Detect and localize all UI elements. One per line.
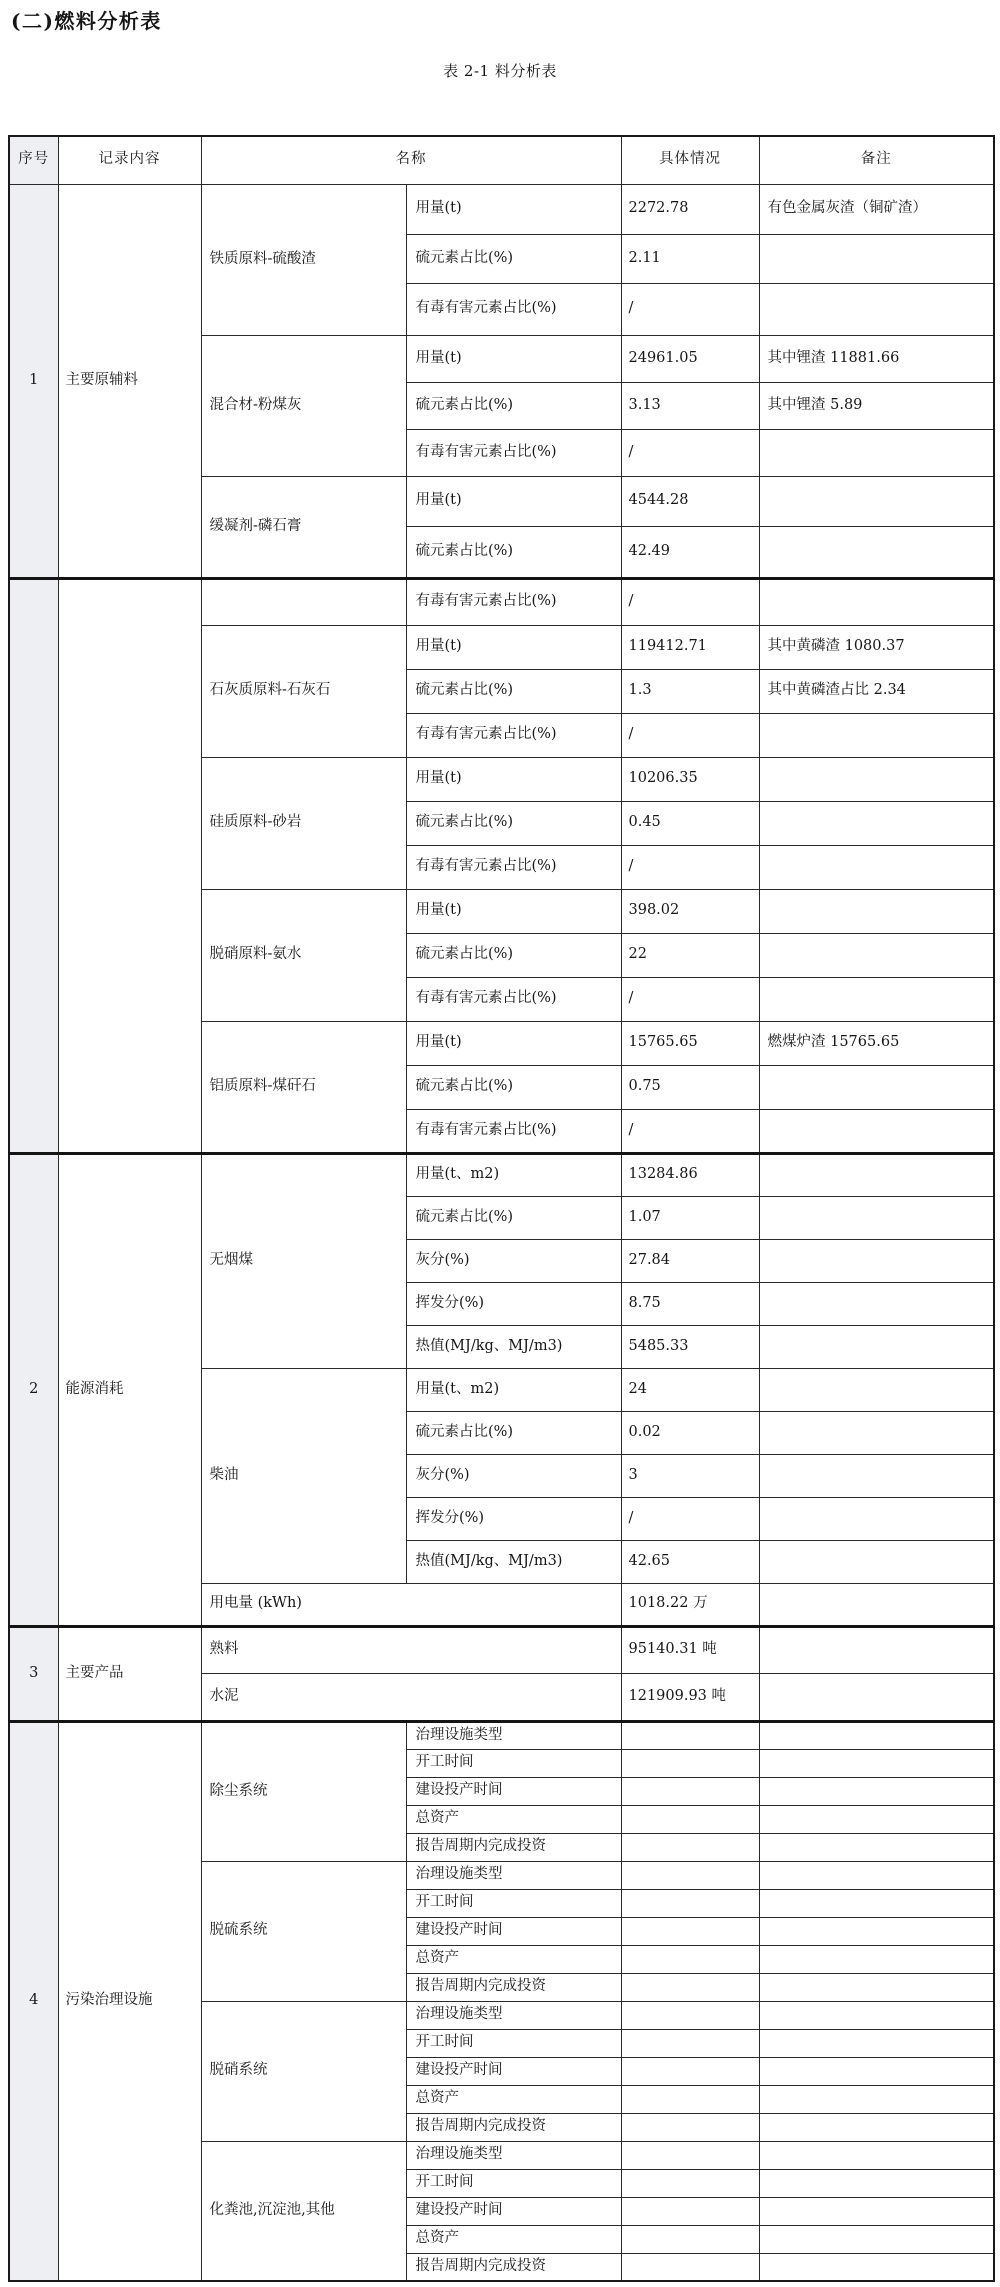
- value-cell: 22: [621, 933, 759, 977]
- parameter-label-cell: 热值(MJ/kg、MJ/m3): [406, 1540, 621, 1583]
- parameter-label-cell: 有毒有害元素占比(%): [406, 977, 621, 1021]
- value-cell: 2.11: [621, 234, 759, 283]
- remark-cell: [759, 2085, 994, 2113]
- remark-cell: [759, 2001, 994, 2029]
- remark-cell: [759, 1626, 994, 1673]
- material-group-cell: 脱硝系统: [201, 2001, 406, 2141]
- value-cell: /: [621, 845, 759, 889]
- parameter-label-cell: 硫元素占比(%): [406, 1065, 621, 1109]
- value-cell: [621, 1833, 759, 1861]
- remark-cell: [759, 578, 994, 625]
- parameter-label-cell: 报告周期内完成投资: [406, 1973, 621, 2001]
- value-cell: [621, 1917, 759, 1945]
- parameter-label-cell: 用量(t): [406, 1021, 621, 1065]
- remark-cell: [759, 1196, 994, 1239]
- col-header-details: 具体情况: [621, 136, 759, 184]
- material-group-cell: 脱硝原料-氨水: [201, 889, 406, 1021]
- remark-cell: [759, 1805, 994, 1833]
- parameter-label-cell: 灰分(%): [406, 1239, 621, 1282]
- fuel-analysis-table: [8, 135, 995, 2282]
- record-content-cell: 污染治理设施: [58, 1721, 201, 2281]
- value-cell: 95140.31 吨: [621, 1626, 759, 1673]
- parameter-label-cell: 用量(t): [406, 184, 621, 234]
- remark-cell: [759, 845, 994, 889]
- value-cell: 398.02: [621, 889, 759, 933]
- remark-cell: [759, 1497, 994, 1540]
- value-cell: [621, 2001, 759, 2029]
- remark-cell: [759, 1540, 994, 1583]
- remark-cell: [759, 2141, 994, 2169]
- remark-cell: [759, 2225, 994, 2253]
- remark-cell: [759, 1282, 994, 1325]
- parameter-label-cell: 总资产: [406, 2225, 621, 2253]
- remark-cell: [759, 283, 994, 335]
- parameter-label-cell: 热值(MJ/kg、MJ/m3): [406, 1325, 621, 1368]
- remark-cell: [759, 526, 994, 578]
- remark-cell: [759, 2169, 994, 2197]
- parameter-label-cell: 治理设施类型: [406, 2141, 621, 2169]
- parameter-label-cell: 有毒有害元素占比(%): [406, 1109, 621, 1153]
- parameter-label-cell: 用量(t、m2): [406, 1368, 621, 1411]
- remark-cell: [759, 1973, 994, 2001]
- parameter-label-cell: 总资产: [406, 1805, 621, 1833]
- parameter-label-cell: 硫元素占比(%): [406, 1411, 621, 1454]
- material-group-cell: 石灰质原料-石灰石: [201, 625, 406, 757]
- material-group-cell: 柴油: [201, 1368, 406, 1583]
- parameter-label-cell: 灰分(%): [406, 1454, 621, 1497]
- value-cell: [621, 1945, 759, 1973]
- value-cell: [621, 2085, 759, 2113]
- col-header-remarks: 备注: [759, 136, 994, 184]
- value-cell: 1018.22 万: [621, 1583, 759, 1626]
- material-group-cell: 除尘系统: [201, 1721, 406, 1861]
- material-group-cell: 无烟煤: [201, 1153, 406, 1368]
- parameter-label-cell: 用量(t): [406, 476, 621, 526]
- value-cell: [621, 2225, 759, 2253]
- parameter-label-cell: 报告周期内完成投资: [406, 2253, 621, 2281]
- value-cell: [621, 1861, 759, 1889]
- value-cell: 5485.33: [621, 1325, 759, 1368]
- remark-cell: [759, 1411, 994, 1454]
- value-cell: 42.49: [621, 526, 759, 578]
- serial-number-cell: 2: [9, 1153, 58, 1626]
- remark-cell: [759, 757, 994, 801]
- remark-cell: [759, 1889, 994, 1917]
- value-cell: 24961.05: [621, 335, 759, 382]
- remark-cell: 有色金属灰渣（铜矿渣）: [759, 184, 994, 234]
- parameter-label-cell: 有毒有害元素占比(%): [406, 283, 621, 335]
- merged-name-cell: 熟料: [201, 1626, 621, 1673]
- parameter-label-cell: 硫元素占比(%): [406, 234, 621, 283]
- col-header-serial: 序号: [9, 136, 58, 184]
- parameter-label-cell: 硫元素占比(%): [406, 1196, 621, 1239]
- page-heading: (二)燃料分析表: [11, 9, 162, 33]
- remark-cell: 燃煤炉渣 15765.65: [759, 1021, 994, 1065]
- parameter-label-cell: 硫元素占比(%): [406, 933, 621, 977]
- table-row: [9, 1626, 994, 1673]
- parameter-label-cell: 有毒有害元素占比(%): [406, 578, 621, 625]
- parameter-label-cell: 挥发分(%): [406, 1497, 621, 1540]
- parameter-label-cell: 建设投产时间: [406, 1777, 621, 1805]
- table-row: [9, 184, 994, 234]
- value-cell: 8.75: [621, 1282, 759, 1325]
- value-cell: [621, 2057, 759, 2085]
- value-cell: 15765.65: [621, 1021, 759, 1065]
- value-cell: [621, 2113, 759, 2141]
- fuel-table-body: [9, 184, 994, 2281]
- parameter-label-cell: 开工时间: [406, 1749, 621, 1777]
- parameter-label-cell: 开工时间: [406, 2169, 621, 2197]
- value-cell: [621, 1889, 759, 1917]
- remark-cell: [759, 1945, 994, 1973]
- material-group-cell: 铁质原料-硫酸渣: [201, 184, 406, 335]
- remark-cell: [759, 1239, 994, 1282]
- remark-cell: 其中锂渣 11881.66: [759, 335, 994, 382]
- remark-cell: [759, 1368, 994, 1411]
- record-content-cell: 能源消耗: [58, 1153, 201, 1626]
- parameter-label-cell: 用量(t): [406, 335, 621, 382]
- remark-cell: [759, 1721, 994, 1749]
- remark-cell: [759, 713, 994, 757]
- remark-cell: [759, 1917, 994, 1945]
- value-cell: /: [621, 283, 759, 335]
- parameter-label-cell: 有毒有害元素占比(%): [406, 429, 621, 476]
- value-cell: [621, 2197, 759, 2225]
- parameter-label-cell: 有毒有害元素占比(%): [406, 713, 621, 757]
- parameter-label-cell: 有毒有害元素占比(%): [406, 845, 621, 889]
- value-cell: 3: [621, 1454, 759, 1497]
- value-cell: [621, 1749, 759, 1777]
- remark-cell: [759, 1777, 994, 1805]
- remark-cell: [759, 429, 994, 476]
- value-cell: 27.84: [621, 1239, 759, 1282]
- parameter-label-cell: 挥发分(%): [406, 1282, 621, 1325]
- parameter-label-cell: 治理设施类型: [406, 1721, 621, 1749]
- parameter-label-cell: 总资产: [406, 2085, 621, 2113]
- parameter-label-cell: 建设投产时间: [406, 1917, 621, 1945]
- parameter-label-cell: 开工时间: [406, 2029, 621, 2057]
- remark-cell: 其中黄磷渣 1080.37: [759, 625, 994, 669]
- value-cell: [621, 2141, 759, 2169]
- merged-name-cell: 水泥: [201, 1673, 621, 1721]
- value-cell: [621, 2253, 759, 2281]
- material-group-cell: 混合材-粉煤灰: [201, 335, 406, 476]
- serial-number-cell: 3: [9, 1626, 58, 1721]
- parameter-label-cell: 硫元素占比(%): [406, 669, 621, 713]
- value-cell: [621, 1805, 759, 1833]
- parameter-label-cell: 用量(t): [406, 757, 621, 801]
- parameter-label-cell: 治理设施类型: [406, 2001, 621, 2029]
- value-cell: /: [621, 429, 759, 476]
- remark-cell: 其中黄磷渣占比 2.34: [759, 669, 994, 713]
- remark-cell: [759, 1833, 994, 1861]
- value-cell: [621, 1973, 759, 2001]
- value-cell: 24: [621, 1368, 759, 1411]
- parameter-label-cell: 硫元素占比(%): [406, 801, 621, 845]
- serial-number-cell: 4: [9, 1721, 58, 2281]
- table-row: [9, 1153, 994, 1196]
- table-caption: 表 2-1 料分析表: [443, 62, 557, 80]
- remark-cell: [759, 889, 994, 933]
- value-cell: 4544.28: [621, 476, 759, 526]
- value-cell: 0.45: [621, 801, 759, 845]
- value-cell: 3.13: [621, 382, 759, 429]
- serial-number-cell: 1: [9, 184, 58, 578]
- parameter-label-cell: 用量(t、m2): [406, 1153, 621, 1196]
- record-content-cell: 主要原辅料: [58, 184, 201, 578]
- parameter-label-cell: 报告周期内完成投资: [406, 2113, 621, 2141]
- remark-cell: [759, 1454, 994, 1497]
- value-cell: [621, 1777, 759, 1805]
- remark-cell: [759, 933, 994, 977]
- remark-cell: [759, 1065, 994, 1109]
- value-cell: 121909.93 吨: [621, 1673, 759, 1721]
- remark-cell: [759, 2253, 994, 2281]
- remark-cell: [759, 476, 994, 526]
- material-group-cell: 硅质原料-砂岩: [201, 757, 406, 889]
- remark-cell: [759, 2029, 994, 2057]
- material-group-cell: 脱硫系统: [201, 1861, 406, 2001]
- value-cell: 2272.78: [621, 184, 759, 234]
- remark-cell: [759, 1583, 994, 1626]
- value-cell: 119412.71: [621, 625, 759, 669]
- col-header-name: 名称: [201, 136, 621, 184]
- value-cell: [621, 2029, 759, 2057]
- value-cell: /: [621, 977, 759, 1021]
- header-row: [9, 136, 994, 184]
- col-header-record-content: 记录内容: [58, 136, 201, 184]
- value-cell: 10206.35: [621, 757, 759, 801]
- parameter-label-cell: 硫元素占比(%): [406, 382, 621, 429]
- value-cell: 0.02: [621, 1411, 759, 1454]
- record-content-cell: [58, 578, 201, 1153]
- value-cell: /: [621, 578, 759, 625]
- remark-cell: [759, 1861, 994, 1889]
- value-cell: /: [621, 1109, 759, 1153]
- parameter-label-cell: 治理设施类型: [406, 1861, 621, 1889]
- table-row: [9, 578, 994, 625]
- parameter-label-cell: 报告周期内完成投资: [406, 1833, 621, 1861]
- remark-cell: [759, 2113, 994, 2141]
- parameter-label-cell: 硫元素占比(%): [406, 526, 621, 578]
- parameter-label-cell: 建设投产时间: [406, 2057, 621, 2085]
- remark-cell: [759, 234, 994, 283]
- remark-cell: [759, 1325, 994, 1368]
- value-cell: 1.3: [621, 669, 759, 713]
- value-cell: 13284.86: [621, 1153, 759, 1196]
- remark-cell: [759, 1673, 994, 1721]
- material-group-cell: [201, 578, 406, 625]
- remark-cell: [759, 1153, 994, 1196]
- remark-cell: [759, 2197, 994, 2225]
- remark-cell: [759, 1749, 994, 1777]
- value-cell: [621, 2169, 759, 2197]
- record-content-cell: 主要产品: [58, 1626, 201, 1721]
- remark-cell: [759, 801, 994, 845]
- remark-cell: [759, 2057, 994, 2085]
- merged-name-cell: 用电量 (kWh): [201, 1583, 621, 1626]
- parameter-label-cell: 用量(t): [406, 889, 621, 933]
- remark-cell: 其中锂渣 5.89: [759, 382, 994, 429]
- value-cell: 0.75: [621, 1065, 759, 1109]
- parameter-label-cell: 总资产: [406, 1945, 621, 1973]
- material-group-cell: 缓凝剂-磷石膏: [201, 476, 406, 578]
- parameter-label-cell: 建设投产时间: [406, 2197, 621, 2225]
- table-row: [9, 1721, 994, 1749]
- remark-cell: [759, 977, 994, 1021]
- value-cell: 1.07: [621, 1196, 759, 1239]
- value-cell: 42.65: [621, 1540, 759, 1583]
- parameter-label-cell: 开工时间: [406, 1889, 621, 1917]
- parameter-label-cell: 用量(t): [406, 625, 621, 669]
- material-group-cell: 铝质原料-煤矸石: [201, 1021, 406, 1153]
- serial-number-cell: [9, 578, 58, 1153]
- value-cell: [621, 1721, 759, 1749]
- remark-cell: [759, 1109, 994, 1153]
- value-cell: /: [621, 1497, 759, 1540]
- material-group-cell: 化粪池,沉淀池,其他: [201, 2141, 406, 2281]
- value-cell: /: [621, 713, 759, 757]
